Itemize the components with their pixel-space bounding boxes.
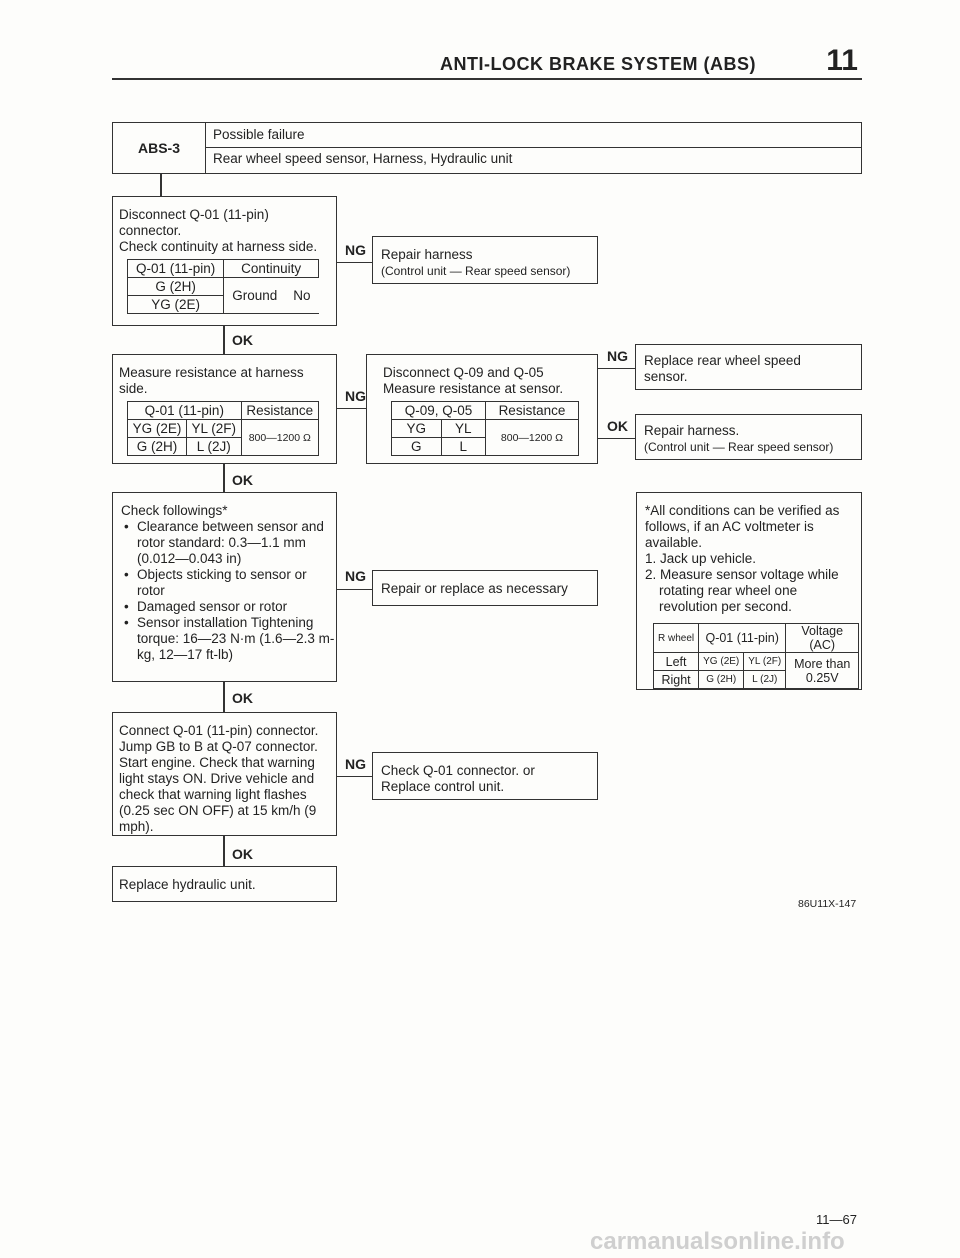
ng-label-2: NG	[345, 388, 366, 404]
step2b-text: Disconnect Q-09 and Q-05 Measure resistance at sensor.	[383, 365, 564, 396]
abs3-code: ABS-3	[137, 140, 180, 156]
ng-label-4: NG	[345, 756, 366, 772]
note-table: R wheel Q-01 (11-pin) Voltage (AC) Left YG (2E) YL (2F) More than 0.25V Right G (2H) L (2J)	[653, 623, 859, 689]
page-number: 11—67	[816, 1212, 857, 1227]
note-box: *All conditions can be verified as follows, if an AC voltmeter is available. 1. Jack up vehicle. 2. Measure sensor voltage while rotating rear wheel one revolution per second. R wheel Q-01 (11-pin) Voltage (AC) Left YG (2E) YL (2F) More than 0.25V Right G (2H) L (2J)	[636, 492, 862, 690]
ok-label-3: OK	[232, 690, 253, 706]
step3-list: • Clearance between sensor and rotor standard: 0.3—1.1 mm (0.012—0.043 in) • Objects sticking to sensor or rotor • Damaged sensor or rotor • Sensor installation Tightening torque: 16—23 N·m (1.6—2.3 m-kg, 12—17 ft-lb)	[123, 519, 337, 663]
header-rule	[112, 78, 862, 80]
step3-box: Check followings* • Clearance between sensor and rotor standard: 0.3—1.1 mm (0.012—0.043 in) • Objects sticking to sensor or rotor • Damaged sensor or rotor • Sensor installation Tightening torque: 16—23 N·m (1.6—2.3 m-kg, 12—17 ft-lb)	[112, 492, 337, 682]
step2b-box	[366, 354, 598, 464]
ng-label-2a: NG	[607, 348, 628, 364]
possible-failure-label: Possible failure	[213, 127, 305, 142]
ok-label-2a: OK	[607, 418, 628, 434]
step1-box	[112, 196, 337, 326]
step1-text: Disconnect Q-01 (11-pin) connector. Check continuity at harness side.	[119, 207, 318, 254]
step2-box	[112, 354, 337, 464]
result-check-connector: Check Q-01 connector. or Replace control unit.	[372, 752, 598, 800]
step2b-table: Q-09, Q-05 Resistance YG YL 800—1200 Ω G L	[391, 401, 579, 456]
ok-label-1: OK	[232, 332, 253, 348]
step4-box: Connect Q-01 (11-pin) connector. Jump GB to B at Q-07 connector. Start engine. Check that warning light stays ON. Drive vehicle and check that warning light flashes (0.25 sec ON OFF) at 15 km/h (9 mph).	[112, 712, 337, 836]
result-repair-replace: Repair or replace as necessary	[372, 570, 598, 606]
figure-code: 86U11X-147	[798, 898, 857, 910]
ok-label-4: OK	[232, 846, 253, 862]
header-title: ANTI-LOCK BRAKE SYSTEM (ABS)	[440, 54, 756, 74]
result-replace-sensor: Replace rear wheel speed sensor.	[635, 344, 862, 390]
abs3-header-box	[112, 122, 862, 174]
step2-text: Measure resistance at harness side.	[119, 365, 304, 396]
chapter-number: 11	[826, 44, 858, 77]
ng-label-3: NG	[345, 568, 366, 584]
result-repair-harness-2: Repair harness. (Control unit — Rear speed sensor)	[635, 414, 862, 460]
watermark: carmanualsonline.info	[590, 1228, 845, 1255]
ok-label-2: OK	[232, 472, 253, 488]
step2-table: Q-01 (11-pin) Resistance YG (2E) YL (2F) 800—1200 Ω G (2H) L (2J)	[127, 401, 319, 456]
ng-label-1: NG	[345, 242, 366, 258]
result-repair-harness-1: Repair harness (Control unit — Rear speed sensor)	[372, 236, 598, 284]
possible-failure-value: Rear wheel speed sensor, Harness, Hydraulic unit	[213, 151, 513, 166]
step1-table: Q-01 (11-pin) Continuity G (2H) Ground No YG (2E)	[127, 259, 319, 314]
step5-box: Replace hydraulic unit.	[112, 866, 337, 902]
